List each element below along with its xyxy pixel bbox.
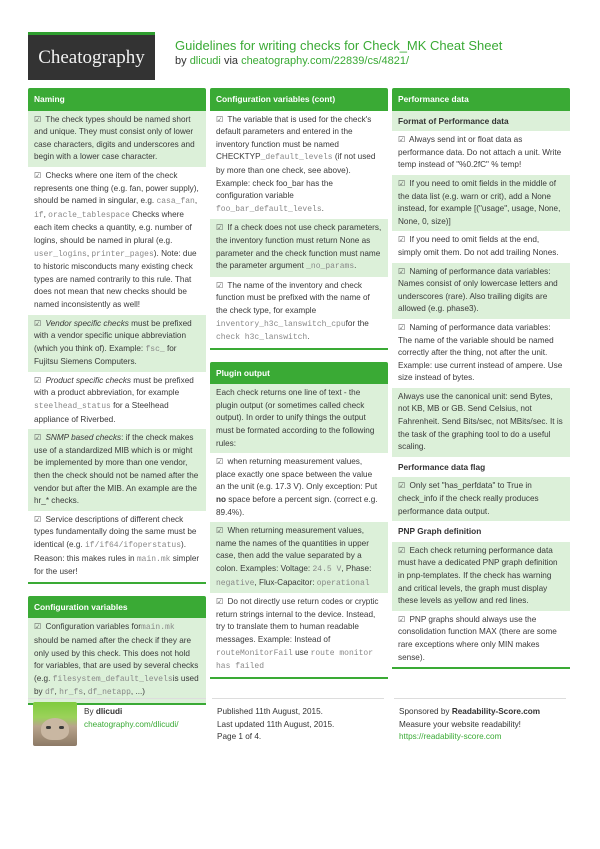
footer-author: By dlicudi cheatography.com/dlicudi/ (84, 706, 179, 731)
checkbox-icon: ☑ (398, 322, 406, 332)
list-item: ☑ The check types should be named short and unique. They must consist only of lower case characters, digits and underscores and begin with a lower case character. (28, 111, 206, 167)
footer-sponsor: Sponsored by Readability-Score.com Measure your website readability! https://readability-score.com (399, 706, 540, 744)
subheading: Performance data flag (398, 461, 486, 472)
section-heading: Plugin output (210, 362, 388, 385)
page-header (28, 32, 600, 82)
section-performance-data (392, 88, 570, 669)
list-item: ☑ Product specific checks must be prefixed with a product abbreviation, for example steelhead_status for a Steelhead appliance of Riverbed. (34, 375, 194, 424)
footer-divider (394, 698, 566, 699)
section-heading: Configuration variables (cont) (210, 88, 388, 111)
author-profile-link[interactable]: cheatography.com/dlicudi/ (84, 719, 179, 729)
list-item: ☑ Do not directly use return codes or cryptic return strings internal to the device. Instead, try to translate them to human readable messages. Example: Instead of routeMonitorFail use route monitor has failed (216, 597, 379, 672)
section-plugin-output (210, 362, 388, 679)
list-item: ☑ when returning measurement values, place exactly one space between the value an the unit (e.g. 17.3 V). Only exception: Put no space before a percent sign. (correct e.g. 89.4%). (216, 457, 378, 517)
list-item: Always use the canonical unit: send Bytes, not KB, MB or GB. Send Celsius, not Fahrenheit. Send Bits/sec, not MBits/sec. It is the task of the graphing tool to do a useful scaling. (392, 388, 570, 457)
list-item: ☑ If you need to omit fields at the end, simply omit them. Do not add trailing Nones. (398, 235, 559, 257)
list-item: ☑ Vendor specific checks must be prefixed with a vendor specific unique abbreviation (which you think of). Example: fsc_ for Fujitsu Siemens Computers. (28, 315, 206, 372)
column-2 (210, 88, 388, 691)
checkbox-icon: ☑ (34, 514, 42, 524)
subheading: Format of Performance data (392, 111, 570, 132)
page-title: Guidelines for writing checks for Check_MK Cheat Sheet (175, 38, 503, 53)
subheading: PNP Graph definition (398, 526, 482, 537)
checkbox-icon: ☑ (398, 235, 406, 245)
section-configuration-variables (28, 596, 206, 705)
list-item: ☑ Always send int or float data as performance data. Do not attach a unit. Write temp instead of "%0.2fC" % temp! (398, 135, 562, 170)
list-item: ☑ Configuration variables formain.mk should be named after the check if they are only used by this check. This does not hold for variables, that are used by several checks (e.g. filesystem_default_levelsis used by df, hr_fs, df_netapp, ...) (28, 618, 206, 703)
checkbox-icon: ☑ (216, 457, 224, 467)
list-item: ☑ Service descriptions of different check types fundamentally doing the same must be identical (e.g. if/if64/ifoperstatus). Reason: this makes rules in main.mk simpler for the user! (34, 514, 200, 577)
section-configuration-variables-cont (210, 88, 388, 350)
list-item: ☑ The name of the inventory and check function must be prefixed with the name of the check type, for example inventory_h3c_lanswitch_cpufor the check h3c_lanswitch. (216, 280, 370, 343)
author-avatar[interactable] (33, 702, 77, 746)
section-intro: Each check returns one line of text - the plugin output (or sometimes called check output). In order to unify things the output must be formated according to the following rules: (210, 384, 388, 453)
list-item: ☑ Naming of performance data variables: Names consist of only lowercase letters and underscores (rare). Also trailing digits are allowed (e.g. phase3). (392, 263, 570, 319)
section-naming (28, 88, 206, 584)
page-number: Page 1 of 4. (217, 732, 262, 742)
list-item: ☑ Naming of performance data variables: The name of the variable should be named correctly after the thing, not after the unit. Example: use current instead of ampere. Use size instead of bytes. (398, 322, 563, 383)
section-heading: Configuration variables (28, 596, 206, 619)
cheatography-logo[interactable]: Cheatography (28, 32, 155, 80)
checkbox-icon: ☑ (216, 280, 224, 290)
checkbox-icon: ☑ (34, 375, 42, 385)
checkbox-icon: ☑ (216, 597, 224, 607)
list-item: ☑ SNMP based checks: if the check makes use of a standardized MIB which is or might be implemented by more than one vendor, then the check should not be named after the vendor but after the MIB. An example are the hr_* checks. (28, 429, 206, 511)
checkbox-icon: ☑ (398, 614, 406, 624)
section-heading: Performance data (392, 88, 570, 111)
footer-publish-info: Published 11th August, 2015. Last updated 11th August, 2015. Page 1 of 4. (217, 706, 334, 744)
checkbox-icon: ☑ (398, 545, 406, 555)
checkbox-icon: ☑ (398, 481, 406, 491)
sponsor-link[interactable]: https://readability-score.com (399, 732, 502, 742)
checkbox-icon: ☑ (34, 622, 42, 632)
checkbox-icon: ☑ (398, 135, 406, 145)
list-item: ☑ PNP graphs should always use the consolidation function MAX (there are some rare exceptions where only MIN makes sense). (398, 614, 557, 662)
checkbox-icon: ☑ (34, 433, 42, 443)
list-item: ☑ The variable that is used for the check's default parameters and entered in the inventory function must be named CHECKTYP_default_levels (if not used by more than one check, see above). Example: check foo_bar has the configuration variable foo_bar_default_levels. (216, 114, 376, 214)
checkbox-icon: ☑ (398, 178, 406, 188)
author-link[interactable]: dlicudi (189, 55, 221, 67)
sheet-url-link[interactable]: cheatography.com/22839/cs/4821/ (241, 55, 410, 67)
list-item: ☑ Checks where one item of the check represents one thing (e.g. fan, power supply), should be named in singular, e.g. casa_fan, if, oracle_tablespace Checks where each item checks a quantity, e.g. number of logins, should be named in plural (e.g. user_logins, printer_pages). Note: due to historic misconducts many existing check types are named contrarily to this rule. That does not mean that new checks should be named inconsistently as well! (34, 170, 199, 309)
column-1 (28, 88, 206, 717)
list-item: ☑ If you need to omit fields in the middle of the data list (e.g. warn or crit), add a None instead, for example [("usage", usage, None, None, 0, size)] (392, 175, 570, 231)
section-heading: Naming (28, 88, 206, 111)
footer-divider (212, 698, 384, 699)
checkbox-icon: ☑ (34, 170, 42, 180)
list-item: ☑ When returning measurement values, name the names of the quantities in upper case, then add the value separated by a colon. Examples: Voltage: 24.5 V, Phase: negative, Flux-Capacitor: operational (210, 522, 388, 593)
checkbox-icon: ☑ (34, 114, 42, 124)
checkbox-icon: ☑ (216, 223, 224, 233)
list-item: ☑ If a check does not use check parameters, the inventory function must return None as parameter and the check function must name the parameter argument _no_params. (210, 219, 388, 276)
column-3 (392, 88, 570, 681)
checkbox-icon: ☑ (216, 114, 224, 124)
byline: by dlicudi via cheatography.com/22839/cs/4821/ (175, 55, 410, 67)
checkbox-icon: ☑ (216, 526, 224, 536)
list-item: ☑ Only set "has_perfdata" to True in check_info if the check really produces performance data output. (392, 477, 570, 521)
checkbox-icon: ☑ (398, 266, 406, 276)
footer-divider (28, 698, 206, 699)
list-item: ☑ Each check returning performance data must have a dedicated PNP graph definition in pnp-templates. If the check has warning and critical levels, the graph must display these levels as yellow and red lines. (392, 542, 570, 611)
checkbox-icon: ☑ (34, 318, 42, 328)
